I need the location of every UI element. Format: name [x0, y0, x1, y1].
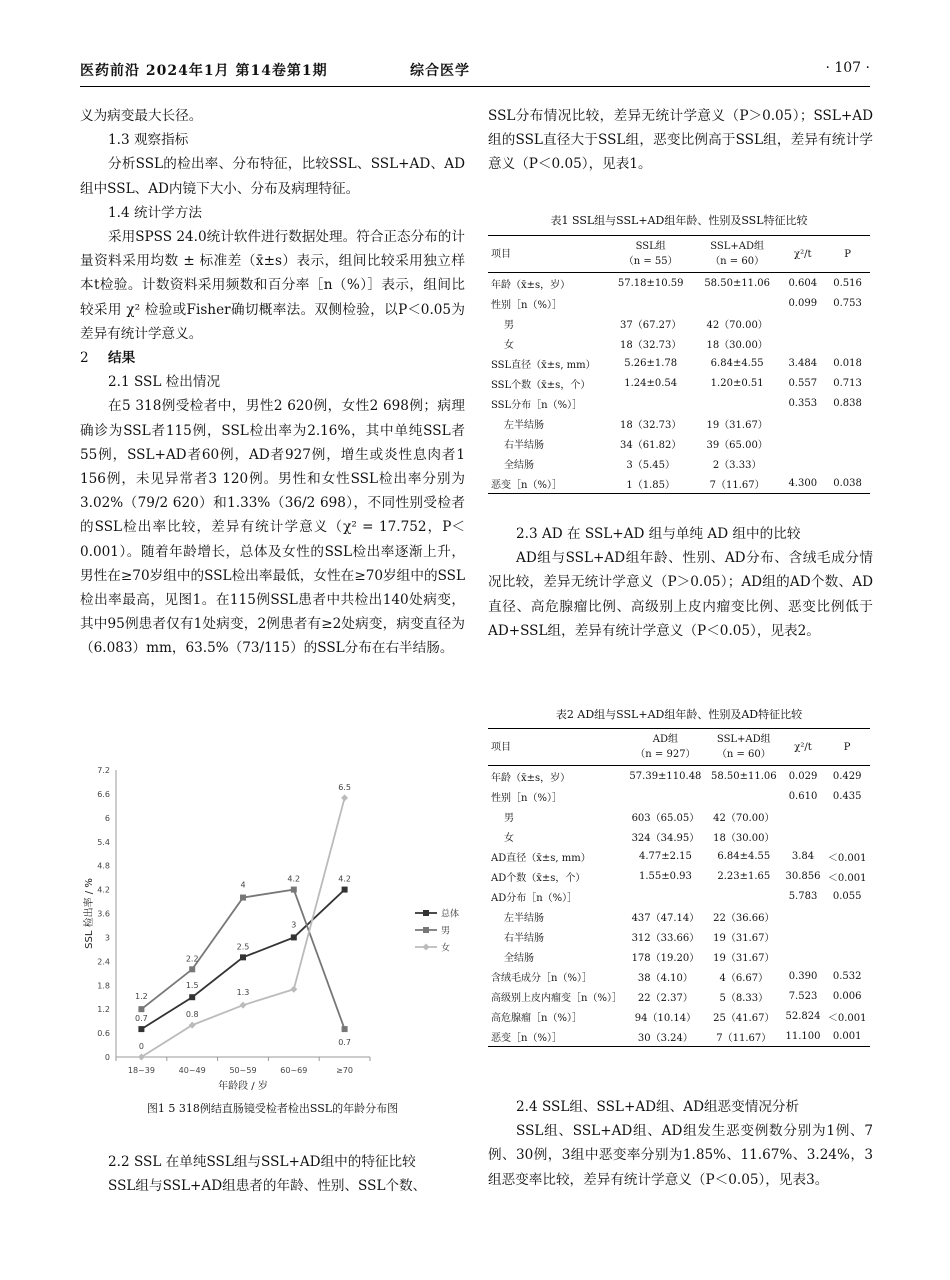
- table-cell: [825, 433, 870, 453]
- table-cell: 4.300: [780, 473, 825, 494]
- data-label: 4: [240, 880, 246, 890]
- table-cell: [824, 826, 870, 846]
- data-point: [240, 1002, 247, 1009]
- section-name: 综合医学: [410, 63, 470, 79]
- table-cell: 0.038: [825, 473, 870, 494]
- data-point: [290, 986, 297, 993]
- legend-marker: [423, 910, 429, 916]
- table-row: [488, 786, 870, 806]
- paragraph: SSL组与SSL+AD组患者的年龄、性别、SSL个数、: [108, 1178, 427, 1195]
- table-cell: 性别［n（%）］: [491, 792, 562, 804]
- table-cell: 0.713: [833, 377, 862, 389]
- figure-caption: 图1 5 318例结直肠镜受检者检出SSL的年龄分布图: [146, 1102, 399, 1115]
- table-cell: 0.055: [832, 890, 862, 902]
- data-point: [138, 1026, 144, 1032]
- table-header: P: [824, 729, 870, 766]
- section-number: 2: [80, 350, 89, 367]
- table-row: [488, 886, 870, 906]
- data-label: 2.5: [236, 942, 250, 952]
- table-cell: 含绒毛成分［n（%）］: [491, 972, 592, 984]
- table-row: [488, 473, 870, 494]
- table-cell: 7.523: [788, 990, 818, 1002]
- data-point: [240, 895, 246, 901]
- running-header: [80, 60, 870, 84]
- table-cell: 324（34.95）: [631, 832, 700, 844]
- table-cell: [782, 946, 825, 966]
- table-cell: [607, 293, 693, 313]
- y-tick-label: 6: [104, 813, 110, 823]
- table-cell: 男: [504, 319, 514, 331]
- y-tick-label: 3: [104, 933, 110, 943]
- y-tick-label: 1.8: [97, 981, 110, 991]
- table-header: 项目: [488, 729, 625, 766]
- x-tick-label: 18~39: [127, 1066, 155, 1075]
- table-cell: 高级别上皮内瘤变［n（%）］: [491, 992, 622, 1004]
- table-cell: 全结肠: [504, 459, 534, 471]
- right-column-top: [488, 104, 873, 177]
- table-row: [488, 413, 870, 433]
- table-row: [488, 766, 870, 787]
- data-label: 3: [291, 920, 297, 930]
- data-label: 1.5: [185, 981, 199, 991]
- table-1: [488, 235, 870, 494]
- table-cell: 37（67.27）: [620, 319, 682, 331]
- left-column: [80, 104, 465, 661]
- paragraph: SSL分布情况比较，差异无统计学意义（P＞0.05）；SSL+AD组的SSL直径大于SSL组，恶变比例高于SSL组，差异有统计学意义（P＜0.05），见表1。: [488, 108, 873, 173]
- table-row: [488, 273, 870, 294]
- table-cell: [782, 906, 825, 926]
- table-row: [488, 1026, 870, 1047]
- table-cell: 0.099: [788, 297, 818, 309]
- table-cell: ＜0.001: [827, 1012, 867, 1024]
- table-cell: SSL直径（x̄±s, mm）: [491, 359, 596, 371]
- table-cell: [625, 886, 706, 906]
- table-cell: 左半结肠: [504, 419, 544, 431]
- table-row: [488, 806, 870, 826]
- data-point: [291, 934, 297, 940]
- table-header: SSL+AD组 （n = 60）: [694, 236, 780, 273]
- table-cell: 0.390: [788, 970, 818, 982]
- data-point: [342, 1026, 348, 1032]
- table-cell: [824, 906, 870, 926]
- table-cell: 34（61.82）: [620, 439, 682, 451]
- table-cell: 0.429: [832, 770, 862, 782]
- table-cell: 4（6.67）: [719, 972, 769, 984]
- table-cell: 0.029: [788, 770, 818, 782]
- header-rule: [80, 86, 870, 87]
- table-cell: 3（5.45）: [626, 459, 676, 471]
- table-row: [488, 393, 870, 413]
- legend-label: 女: [441, 943, 451, 954]
- table-row: [488, 373, 870, 393]
- table-cell: 全结肠: [504, 952, 534, 964]
- table-cell: [824, 946, 870, 966]
- table-cell: 7（11.67）: [694, 473, 780, 494]
- table-cell: 1（1.85）: [607, 473, 693, 494]
- table-cell: 0.610: [788, 790, 818, 802]
- table-row: [488, 433, 870, 453]
- table-cell: 603（65.05）: [631, 812, 700, 824]
- data-label: 0.7: [135, 1014, 148, 1024]
- table-cell: 0.516: [833, 277, 862, 289]
- table-cell: 0.838: [833, 397, 862, 409]
- table-cell: 30（3.24）: [625, 1026, 706, 1047]
- table-cell: [780, 313, 825, 333]
- table-cell: 18（30.00）: [713, 832, 775, 844]
- legend-marker: [423, 944, 430, 951]
- table-cell: 39（65.00）: [706, 439, 768, 451]
- table-cell: [694, 393, 780, 413]
- y-tick-label: 4.2: [97, 885, 110, 895]
- x-tick-label: 40~49: [178, 1066, 206, 1075]
- table-header: P: [825, 236, 870, 273]
- table-cell: 性别［n（%）］: [491, 299, 562, 311]
- table-cell: [825, 333, 870, 353]
- x-axis-label: 年龄段 / 岁: [218, 1081, 268, 1092]
- data-label: 0: [138, 1042, 144, 1051]
- table-header: SSL组 （n = 55）: [607, 236, 693, 273]
- table-cell: [825, 453, 870, 473]
- table-row: [488, 333, 870, 353]
- table-cell: [782, 926, 825, 946]
- figure-1: [80, 755, 465, 1092]
- table-cell: 0.604: [788, 277, 818, 289]
- table-cell: 18（32.73）: [620, 419, 682, 431]
- x-tick-label: ≥70: [336, 1066, 354, 1075]
- page-number: · 107 ·: [825, 60, 870, 76]
- table-cell: 19（31.67）: [713, 932, 775, 944]
- table-cell: [825, 313, 870, 333]
- table-row: [488, 846, 870, 866]
- table-cell: 312（33.66）: [631, 932, 700, 944]
- table-cell: 左半结肠: [504, 912, 544, 924]
- table-cell: 0.435: [832, 790, 862, 802]
- paragraph: 采用SPSS 24.0统计软件进行数据处理。符合正态分布的计量资料采用均数 ± 标准差（x̄±s）表示，组间比较采用独立样本t检验。计数资料采用频数和百分率［n（%）］表示，组间比较采用 χ² 检验或Fisher确切概率法。双侧检验，以P＜0.05为差异有统计学意义。: [80, 229, 465, 342]
- table-cell: 42（70.00）: [713, 812, 775, 824]
- y-tick-label: 4.8: [97, 861, 110, 871]
- table-cell: 2（3.33）: [712, 459, 762, 471]
- right-column-section-2-4: [488, 1095, 873, 1192]
- data-label: 0.8: [185, 1010, 199, 1020]
- data-label: 6.5: [338, 782, 351, 792]
- table-cell: 38（4.10）: [637, 972, 693, 984]
- table-cell: 0.018: [833, 357, 862, 369]
- data-point: [291, 887, 297, 893]
- series-line-女: [138, 798, 344, 1057]
- y-tick-label: 3.6: [97, 909, 110, 919]
- table-cell: 11.100: [782, 1026, 825, 1047]
- table-cell: AD个数（x̄±s，个）: [491, 872, 586, 884]
- table-row: [488, 906, 870, 926]
- table-header: χ²/t: [782, 729, 825, 766]
- data-label: 0.7: [338, 1038, 351, 1048]
- table-cell: 52.824: [785, 1010, 821, 1022]
- data-point: [341, 794, 348, 801]
- table-cell: 1.20±0.51: [710, 377, 764, 389]
- table-row: [488, 946, 870, 966]
- data-label: 1.2: [135, 992, 148, 1002]
- table-cell: 18（30.00）: [706, 339, 768, 351]
- section-heading-1-4: 1.4 统计学方法: [108, 204, 202, 221]
- table-row: [488, 926, 870, 946]
- table-cell: 94（10.14）: [634, 1012, 697, 1024]
- table-cell: 3.84: [791, 850, 815, 862]
- legend-label: 总体: [441, 909, 460, 920]
- y-tick-label: 2.4: [97, 957, 110, 967]
- table-cell: 42（70.00）: [706, 319, 768, 331]
- table-cell: AD直径（x̄±s, mm）: [491, 852, 591, 864]
- table-cell: 5.26±1.78: [624, 357, 678, 369]
- table-cell: 58.50±11.06: [710, 770, 777, 782]
- y-tick-label: 6.6: [97, 789, 110, 799]
- table-header: SSL+AD组 （n = 60）: [706, 729, 782, 766]
- data-label: 2.2: [185, 954, 199, 964]
- table-cell: 437（47.14）: [631, 912, 700, 924]
- section-heading-2: [80, 346, 465, 370]
- table-cell: 0.557: [788, 377, 818, 389]
- table-row: [488, 986, 870, 1006]
- journal-info: 医药前沿 2024年1月 第14卷第1期: [80, 63, 328, 79]
- table-cell: [780, 333, 825, 353]
- y-tick-label: 5.4: [97, 837, 110, 847]
- table-cell: [782, 826, 825, 846]
- table-row: [488, 453, 870, 473]
- table-row: [488, 353, 870, 373]
- table-cell: 7（11.67）: [706, 1026, 782, 1047]
- table-cell: SSL个数（x̄±s，个）: [491, 379, 591, 391]
- table-cell: 57.18±10.59: [617, 277, 684, 289]
- table-cell: 1.55±0.93: [638, 870, 692, 882]
- table-cell: [780, 413, 825, 433]
- table-header: AD组 （n = 927）: [625, 729, 706, 766]
- table-cell: 0.006: [832, 990, 862, 1002]
- table-cell: [607, 393, 693, 413]
- table-1-caption: 表1 SSL组与SSL+AD组年龄、性别及SSL特征比较: [550, 214, 808, 227]
- section-heading-2-3: 2.3 AD 在 SSL+AD 组与单纯 AD 组中的比较: [516, 526, 801, 542]
- table-cell: 恶变［n（%）］: [488, 473, 607, 494]
- table-cell: 0.532: [832, 970, 862, 982]
- paragraph: 分析SSL的检出率、分布特征，比较SSL、SSL+AD、AD组中SSL、AD内镜下大小、分布及病理特征。: [80, 156, 465, 197]
- table-cell: 58.50±11.06: [704, 277, 770, 289]
- left-column-bottom: [80, 1150, 465, 1198]
- right-column-section-2-3: [488, 522, 873, 643]
- data-point: [240, 954, 246, 960]
- data-point: [189, 994, 195, 1000]
- paragraph: AD组与SSL+AD组年龄、性别、AD分布、含绒毛成分情况比较，差异无统计学意义（P＞0.05）；AD组的AD个数、AD直径、高危腺瘤比例、高级别上皮内瘤变比例、恶变比例低于AD+SSL组，差异有统计学意义（P＜0.05），见表2。: [488, 550, 873, 639]
- table-row: [488, 1006, 870, 1026]
- table-cell: [706, 886, 782, 906]
- table-header: 项目: [488, 236, 607, 273]
- table-cell: 女: [504, 339, 514, 351]
- x-tick-label: 50~59: [229, 1066, 257, 1075]
- table-cell: [824, 806, 870, 826]
- table-cell: 高危腺瘤［n（%）］: [491, 1012, 582, 1024]
- x-tick-label: 60~69: [280, 1066, 308, 1075]
- data-label: 4.2: [287, 874, 301, 884]
- data-point: [342, 887, 348, 893]
- data-label: 1.3: [236, 988, 250, 998]
- table-cell: 年龄（x̄±s，岁）: [491, 279, 571, 291]
- table-header: χ²/t: [780, 236, 825, 273]
- table-cell: 5（8.33）: [719, 992, 769, 1004]
- table-cell: SSL分布［n（%）］: [491, 399, 583, 411]
- data-point: [189, 966, 195, 972]
- table-cell: 3.484: [788, 357, 818, 369]
- y-tick-label: 0.6: [97, 1029, 110, 1039]
- table-cell: [625, 786, 706, 806]
- y-axis-label: SSL 检出率 / %: [84, 878, 95, 949]
- table-cell: [825, 413, 870, 433]
- table-cell: [706, 786, 782, 806]
- table-cell: 5.783: [788, 890, 818, 902]
- table-cell: 19（31.67）: [706, 419, 768, 431]
- table-row: [488, 966, 870, 986]
- table-cell: 6.84±4.55: [710, 357, 764, 369]
- table-cell: 0.753: [833, 297, 862, 309]
- table-2-caption: 表2 AD组与SSL+AD组年龄、性别及AD特征比较: [555, 708, 803, 721]
- table-cell: ＜0.001: [827, 852, 867, 864]
- table-cell: 30.856: [785, 870, 821, 882]
- paragraph: 在5 318例受检者中，男性2 620例，女性2 698例；病理确诊为SSL者115例，SSL检出率为2.16%，其中单纯SSL者55例，SSL+AD者60例，AD者927例，增生或炎性息肉者1 156例，未见异常者3 120例。男性和女性SSL检出率分别为3.02%（79/2 620）和1.33%（36/2 698），不同性别受检者的SSL检出率比较，差异有统计学意义（χ² = 17.752，P＜0.001）。随着年龄增长，总体及女性的SSL检出率逐渐上升，男性在≥70岁组中的SSL检出率最低，女性在≥70岁组中的SSL检出率最高，见图1。在115例SSL患者中共检出140处病变，其中95例患者仅有1处病变，2例患者有≥2处病变，病变直径为（6.083）mm，63.5%（73/115）的SSL分布在右半结肠。: [80, 398, 465, 657]
- table-cell: 女: [504, 832, 514, 844]
- y-tick-label: 0: [104, 1053, 110, 1062]
- table-cell: 右半结肠: [504, 439, 544, 451]
- data-point: [138, 1006, 144, 1012]
- y-tick-label: 1.2: [97, 1005, 110, 1015]
- table-cell: [824, 926, 870, 946]
- table-cell: [782, 806, 825, 826]
- table-cell: 1.24±0.54: [624, 377, 678, 389]
- table-2: [488, 728, 870, 1047]
- table-cell: [780, 453, 825, 473]
- table-row: [488, 866, 870, 886]
- paragraph: 义为病变最大长径。: [80, 108, 203, 124]
- table-row: [488, 826, 870, 846]
- table-cell: ＜0.001: [827, 872, 867, 884]
- section-heading-2-1: 2.1 SSL 检出情况: [108, 374, 221, 391]
- table-cell: 19（31.67）: [713, 952, 775, 964]
- section-heading-1-3: 1.3 观察指标: [108, 132, 189, 149]
- table-cell: 0.001: [824, 1026, 870, 1047]
- legend-marker: [423, 927, 429, 933]
- section-title: 结果: [108, 350, 136, 367]
- section-heading-2-4: 2.4 SSL组、SSL+AD组、AD组恶变情况分析: [516, 1099, 800, 1115]
- table-cell: 178（19.20）: [631, 952, 700, 964]
- table-cell: AD分布［n（%）］: [491, 892, 578, 904]
- paragraph: SSL组、SSL+AD组、AD组发生恶变例数分别为1例、7例、30例，3组中恶变率分别为1.85%、11.67%、3.24%，3组恶变率比较，差异有统计学意义（P＜0.05），见表3。: [488, 1123, 873, 1188]
- table-cell: 右半结肠: [504, 932, 544, 944]
- table-cell: [694, 293, 780, 313]
- y-tick-label: 7.2: [97, 766, 110, 775]
- table-cell: 年龄（x̄±s，岁）: [491, 772, 571, 784]
- table-cell: 6.84±4.55: [717, 850, 771, 862]
- table-cell: [780, 433, 825, 453]
- table-cell: 25（41.67）: [713, 1012, 775, 1024]
- table-row: [488, 313, 870, 333]
- table-cell: 男: [504, 812, 514, 824]
- table-cell: 4.77±2.15: [638, 850, 692, 862]
- table-row: [488, 293, 870, 313]
- table-cell: 2.23±1.65: [717, 870, 771, 882]
- line-chart: [80, 755, 465, 1092]
- table-cell: 57.39±110.48: [629, 770, 702, 782]
- data-label: 4.2: [338, 874, 351, 884]
- table-cell: 恶变［n（%）］: [488, 1026, 625, 1047]
- section-heading-2-2: 2.2 SSL 在单纯SSL组与SSL+AD组中的特征比较: [108, 1154, 416, 1170]
- table-cell: 22（36.66）: [713, 912, 775, 924]
- table-cell: 18（32.73）: [620, 339, 682, 351]
- table-cell: 22（2.37）: [637, 992, 693, 1004]
- legend-label: 男: [441, 926, 451, 937]
- table-cell: 0.353: [788, 397, 818, 409]
